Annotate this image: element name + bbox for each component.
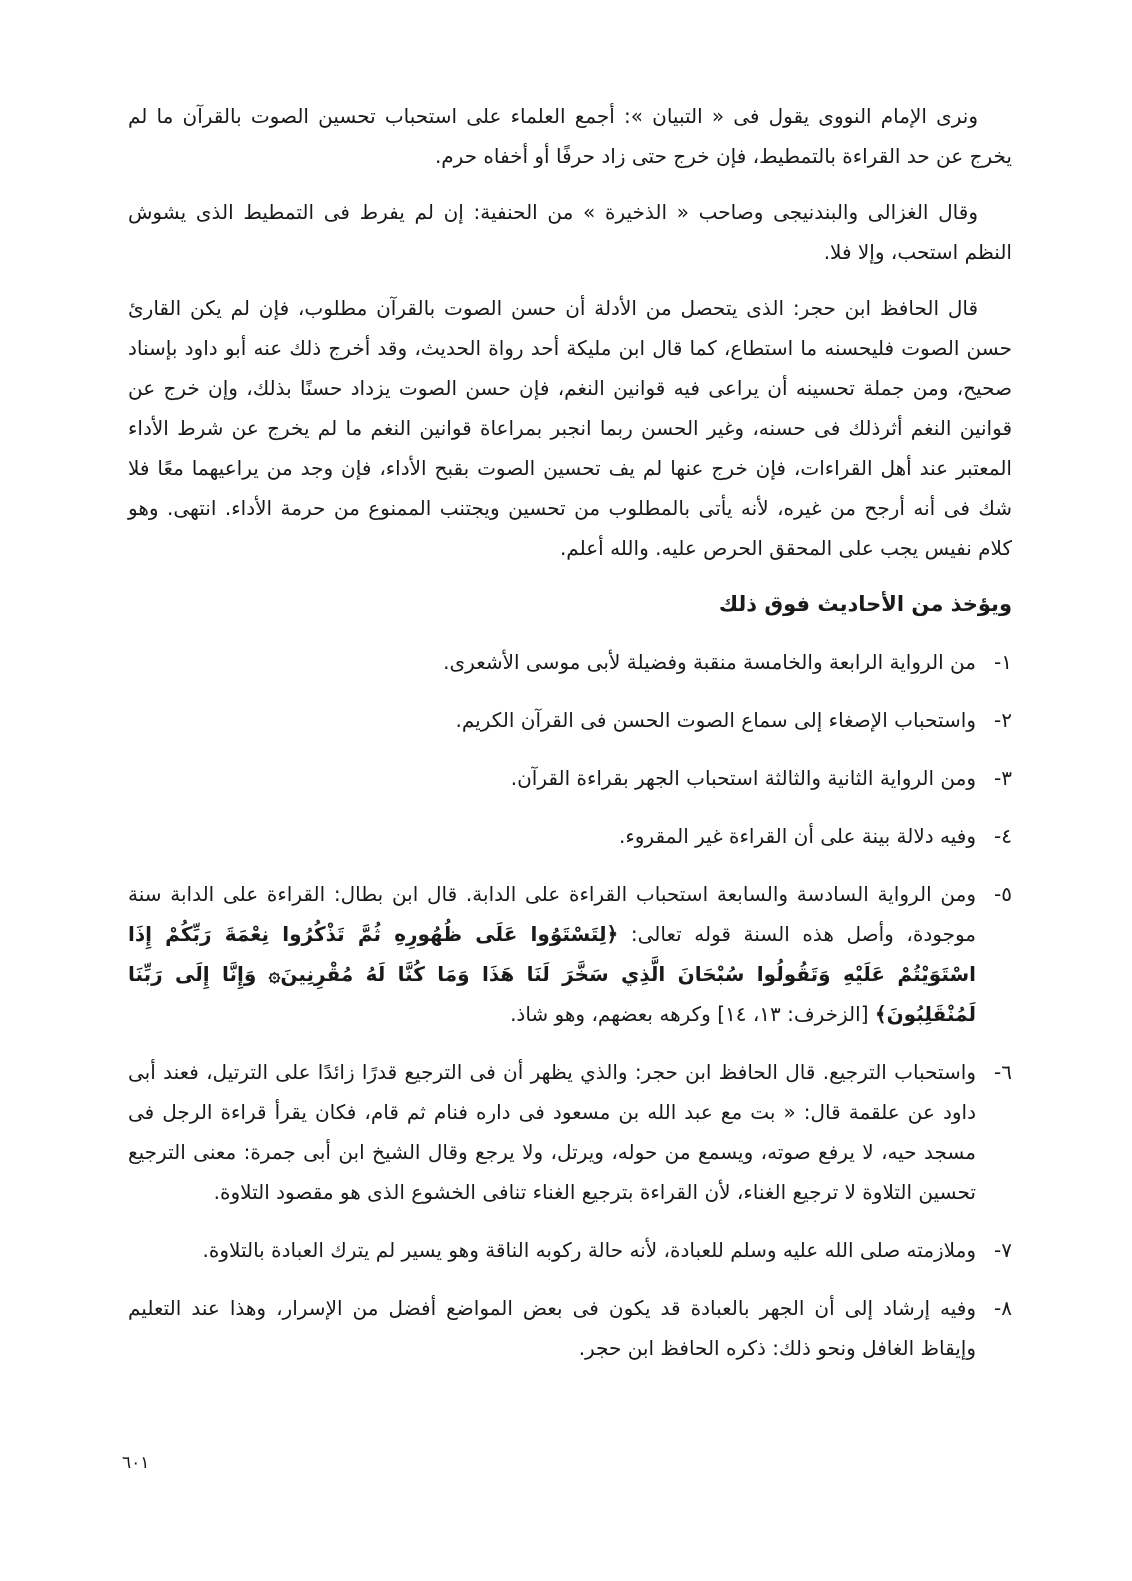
list-item-number: ٣-: [994, 766, 1012, 790]
quran-verse: ﴿لِتَسْتَوُوا عَلَى ظُهُورِهِ ثُمَّ تَذْكُرُوا نِعْمَةَ رَبِّكُمْ إِذَا اسْتَوَيْتُمْ عَلَيْهِ وَتَقُولُوا سُبْحَانَ الَّذِي سَخَّرَ لَنَا هَذَا وَمَا كُنَّا لَهُ مُقْرِنِينَ۞ وَإِنَّا إِلَى رَبِّنَا لَمُنْقَلِبُونَ﴾: [128, 922, 976, 1026]
list-item-text-before: ومن الرواية السادسة والسابعة استحباب القراءة على الدابة. قال ابن بطال: القراءة على الدابة سنة موجودة، وأصل هذه السنة قوله تعالى:: [128, 882, 976, 946]
list-item-text: وملازمته صلى الله عليه وسلم للعبادة، لأنه حالة ركوبه الناقة وهو يسير لم يترك العبادة بالتلاوة.: [202, 1238, 976, 1262]
list-item-text: [128, 874, 976, 1034]
list-item-text-after: [الزخرف: ١٣، ١٤] وكرهه بعضهم، وهو شاذ.: [510, 1002, 875, 1026]
paragraph-ibn-hajar: قال الحافظ ابن حجر: الذى يتحصل من الأدلة أن حسن الصوت بالقرآن مطلوب، فإن لم يكن القارئ حسن الصوت فليحسنه ما استطاع، كما قال ابن مليكة أحد رواة الحديث، وقد أخرج ذلك عنه أبو داود بإسناد صحيح، ومن جملة تحسينه أن يراعى فيه قوانين النغم، فإن حسن الصوت يزداد حسنًا بذلك، وإن خرج عن قوانين النغم أثرذلك فى حسنه، وغير الحسن ربما انجبر بمراعاة قوانين النغم ما لم يخرج عن شرط الأداء المعتبر عند أهل القراءات، فإن خرج عنها لم يف تحسين الصوت بقبح الأداء، فإن وجد من يراعيهما معًا فلا شك فى أنه أرجح من غيره، لأنه يأتى بالمطلوب من تحسين ويجتنب الممنوع من حرمة الأداء. انتهى. وهو كلام نفيس يجب على المحقق الحرص عليه. والله أعلم.: [128, 296, 1012, 560]
list-item-number: ٦-: [994, 1060, 1012, 1084]
list-item-2: [128, 700, 1012, 740]
list-item-7: [128, 1230, 1012, 1270]
list-item-number: ٥-: [994, 882, 1012, 906]
list-item-text: من الرواية الرابعة والخامسة منقبة وفضيلة لأبى موسى الأشعرى.: [443, 650, 976, 674]
list-item-number: ١-: [994, 650, 1012, 674]
page-number: ٦٠١: [122, 1453, 150, 1473]
list-item-number: ٧-: [994, 1238, 1012, 1262]
section-heading: ويؤخذ من الأحاديث فوق ذلك: [718, 592, 1012, 616]
list-item-text: ومن الرواية الثانية والثالثة استحباب الجهر بقراءة القرآن.: [510, 766, 976, 790]
list-item-number: ٨-: [994, 1296, 1012, 1320]
list-item-text: وفيه إرشاد إلى أن الجهر بالعبادة قد يكون فى بعض المواضع أفضل من الإسرار، وهذا عند التعليم وإيقاظ الغافل ونحو ذلك: ذكره الحافظ ابن حجر.: [128, 1296, 976, 1360]
list-item-6: [128, 1052, 1012, 1212]
paragraph-nawawi: ونرى الإمام النووى يقول فى « التبيان »: أجمع العلماء على استحباب تحسين الصوت بالقرآن ما لم يخرج عن حد القراءة بالتمطيط، فإن خرج حتى زاد حرفًا أو أخفاه حرم.: [128, 104, 1012, 168]
list-item-1: [128, 642, 1012, 682]
list-item-5: [128, 874, 1012, 1034]
list-item-text: واستحباب الترجيع. قال الحافظ ابن حجر: والذي يظهر أن فى الترجيع قدرًا زائدًا على الترتيل، فعند أبى داود عن علقمة قال: « بت مع عبد الله بن مسعود فى داره فنام ثم قام، فكان يقرأ قراءة الرجل فى مسجد حيه، لا يرفع صوته، ويسمع من حوله، ويرتل، ولا يرجع وقال الشيخ ابن أبى جمرة: معنى الترجيع تحسين التلاوة لا ترجيع الغناء، لأن القراءة بترجيع الغناء تنافى الخشوع الذى هو مقصود التلاوة.: [128, 1060, 976, 1204]
page-content: [128, 96, 1012, 1386]
list-item-text: واستحباب الإصغاء إلى سماع الصوت الحسن فى القرآن الكريم.: [455, 708, 976, 732]
list-item-4: [128, 816, 1012, 856]
list-item-8: [128, 1288, 1012, 1368]
list-item-text: وفيه دلالة بينة على أن القراءة غير المقروء.: [619, 824, 976, 848]
list-item-3: [128, 758, 1012, 798]
list-item-number: ٢-: [994, 708, 1012, 732]
paragraph-ghazali: وقال الغزالى والبندنيجى وصاحب « الذخيرة » من الحنفية: إن لم يفرط فى التمطيط الذى يشوش النظم استحب، وإلا فلا.: [128, 200, 1012, 264]
list-item-number: ٤-: [994, 824, 1012, 848]
